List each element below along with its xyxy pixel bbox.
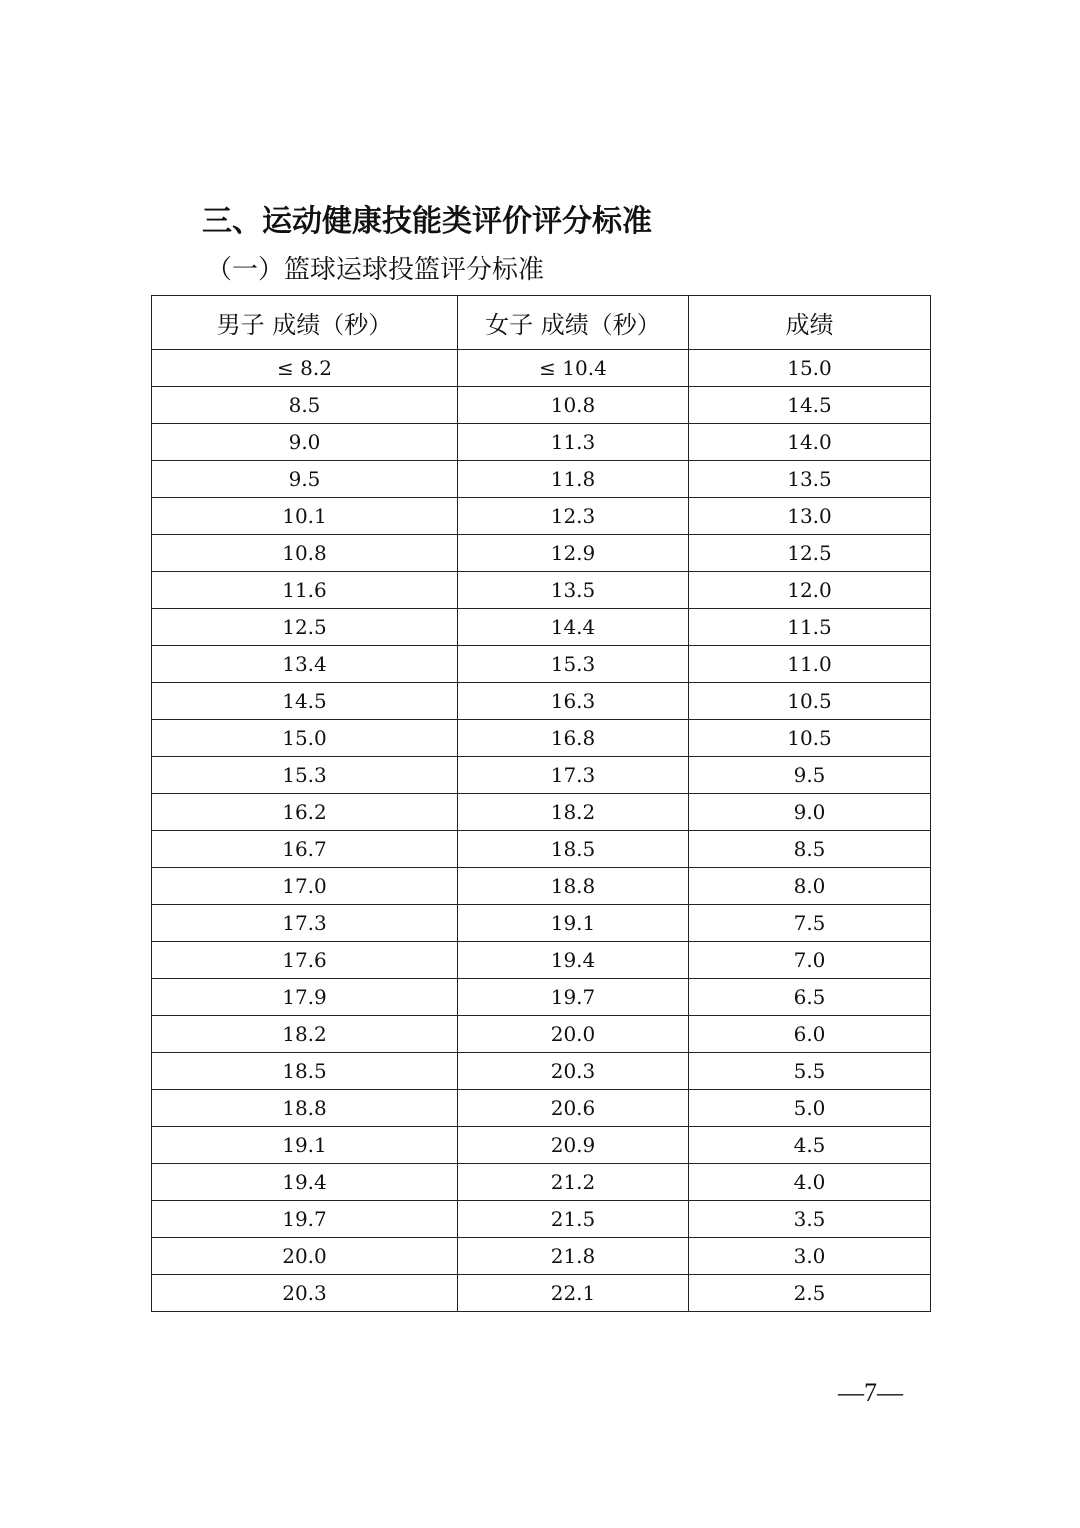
score-cell: 15.0: [689, 350, 931, 387]
table-row: [152, 535, 931, 572]
male-time-cell: 10.1: [152, 498, 458, 535]
female-time-cell: 13.5: [458, 572, 689, 609]
table-row: [152, 720, 931, 757]
male-time-cell: 17.6: [152, 942, 458, 979]
female-time-cell: 21.5: [458, 1201, 689, 1238]
table-row: [152, 757, 931, 794]
sub-heading: （一）篮球运球投篮评分标准: [206, 255, 545, 285]
table-row: [152, 498, 931, 535]
score-cell: 6.5: [689, 979, 931, 1016]
male-time-cell: 16.2: [152, 794, 458, 831]
female-time-cell: ≤ 10.4: [458, 350, 689, 387]
female-time-cell: 17.3: [458, 757, 689, 794]
male-time-cell: 13.4: [152, 646, 458, 683]
female-time-cell: 14.4: [458, 609, 689, 646]
table-row: [152, 794, 931, 831]
table-row: [152, 868, 931, 905]
score-cell: 14.5: [689, 387, 931, 424]
score-cell: 5.5: [689, 1053, 931, 1090]
score-cell: 6.0: [689, 1016, 931, 1053]
score-cell: 2.5: [689, 1275, 931, 1312]
score-cell: 11.5: [689, 609, 931, 646]
female-time-cell: 18.2: [458, 794, 689, 831]
scoring-table: [151, 295, 931, 1312]
female-time-cell: 10.8: [458, 387, 689, 424]
female-time-cell: 18.8: [458, 868, 689, 905]
female-time-cell: 20.3: [458, 1053, 689, 1090]
header-score: 成绩: [689, 296, 931, 350]
header-male-time: 男子 成绩（秒）: [152, 296, 458, 350]
female-time-cell: 22.1: [458, 1275, 689, 1312]
table-row: [152, 831, 931, 868]
score-cell: 9.0: [689, 794, 931, 831]
table-row: [152, 1016, 931, 1053]
female-time-cell: 15.3: [458, 646, 689, 683]
female-time-cell: 11.8: [458, 461, 689, 498]
female-time-cell: 16.8: [458, 720, 689, 757]
score-cell: 7.0: [689, 942, 931, 979]
table-row: [152, 1201, 931, 1238]
table-row: [152, 1275, 931, 1312]
score-cell: 11.0: [689, 646, 931, 683]
male-time-cell: 18.5: [152, 1053, 458, 1090]
score-cell: 14.0: [689, 424, 931, 461]
score-cell: 8.5: [689, 831, 931, 868]
score-cell: 4.5: [689, 1127, 931, 1164]
female-time-cell: 16.3: [458, 683, 689, 720]
male-time-cell: 18.2: [152, 1016, 458, 1053]
female-time-cell: 12.3: [458, 498, 689, 535]
table-row: [152, 350, 931, 387]
male-time-cell: 17.3: [152, 905, 458, 942]
table-row: [152, 1127, 931, 1164]
header-row: [152, 296, 931, 350]
female-time-cell: 20.6: [458, 1090, 689, 1127]
female-time-cell: 20.0: [458, 1016, 689, 1053]
male-time-cell: 18.8: [152, 1090, 458, 1127]
female-time-cell: 20.9: [458, 1127, 689, 1164]
male-time-cell: 19.7: [152, 1201, 458, 1238]
female-time-cell: 11.3: [458, 424, 689, 461]
score-cell: 12.5: [689, 535, 931, 572]
male-time-cell: 9.0: [152, 424, 458, 461]
table-row: [152, 905, 931, 942]
female-time-cell: 18.5: [458, 831, 689, 868]
score-cell: 8.0: [689, 868, 931, 905]
table-row: [152, 1053, 931, 1090]
score-cell: 3.5: [689, 1201, 931, 1238]
male-time-cell: 20.0: [152, 1238, 458, 1275]
score-cell: 12.0: [689, 572, 931, 609]
score-cell: 13.0: [689, 498, 931, 535]
table-row: [152, 1164, 931, 1201]
score-cell: 9.5: [689, 757, 931, 794]
score-cell: 5.0: [689, 1090, 931, 1127]
score-cell: 4.0: [689, 1164, 931, 1201]
table-row: [152, 683, 931, 720]
section-heading: 三、运动健康技能类评价评分标准: [202, 204, 652, 239]
male-time-cell: 17.0: [152, 868, 458, 905]
male-time-cell: 14.5: [152, 683, 458, 720]
table-row: [152, 1238, 931, 1275]
table-row: [152, 1090, 931, 1127]
header-female-time: 女子 成绩（秒）: [458, 296, 689, 350]
table-row: [152, 646, 931, 683]
male-time-cell: 11.6: [152, 572, 458, 609]
male-time-cell: 19.4: [152, 1164, 458, 1201]
male-time-cell: 16.7: [152, 831, 458, 868]
table-row: [152, 387, 931, 424]
table-header: [152, 296, 931, 350]
female-time-cell: 19.7: [458, 979, 689, 1016]
score-cell: 10.5: [689, 683, 931, 720]
table-body: [152, 350, 931, 1312]
score-cell: 13.5: [689, 461, 931, 498]
table-row: [152, 461, 931, 498]
male-time-cell: 9.5: [152, 461, 458, 498]
male-time-cell: 17.9: [152, 979, 458, 1016]
table-row: [152, 609, 931, 646]
male-time-cell: 19.1: [152, 1127, 458, 1164]
female-time-cell: 19.4: [458, 942, 689, 979]
table-row: [152, 572, 931, 609]
page-number: —7—: [838, 1378, 903, 1407]
score-cell: 7.5: [689, 905, 931, 942]
male-time-cell: 12.5: [152, 609, 458, 646]
male-time-cell: ≤ 8.2: [152, 350, 458, 387]
female-time-cell: 12.9: [458, 535, 689, 572]
score-cell: 3.0: [689, 1238, 931, 1275]
female-time-cell: 21.2: [458, 1164, 689, 1201]
female-time-cell: 21.8: [458, 1238, 689, 1275]
male-time-cell: 10.8: [152, 535, 458, 572]
male-time-cell: 8.5: [152, 387, 458, 424]
male-time-cell: 15.0: [152, 720, 458, 757]
table-row: [152, 424, 931, 461]
male-time-cell: 15.3: [152, 757, 458, 794]
table-row: [152, 942, 931, 979]
score-cell: 10.5: [689, 720, 931, 757]
table-row: [152, 979, 931, 1016]
male-time-cell: 20.3: [152, 1275, 458, 1312]
female-time-cell: 19.1: [458, 905, 689, 942]
